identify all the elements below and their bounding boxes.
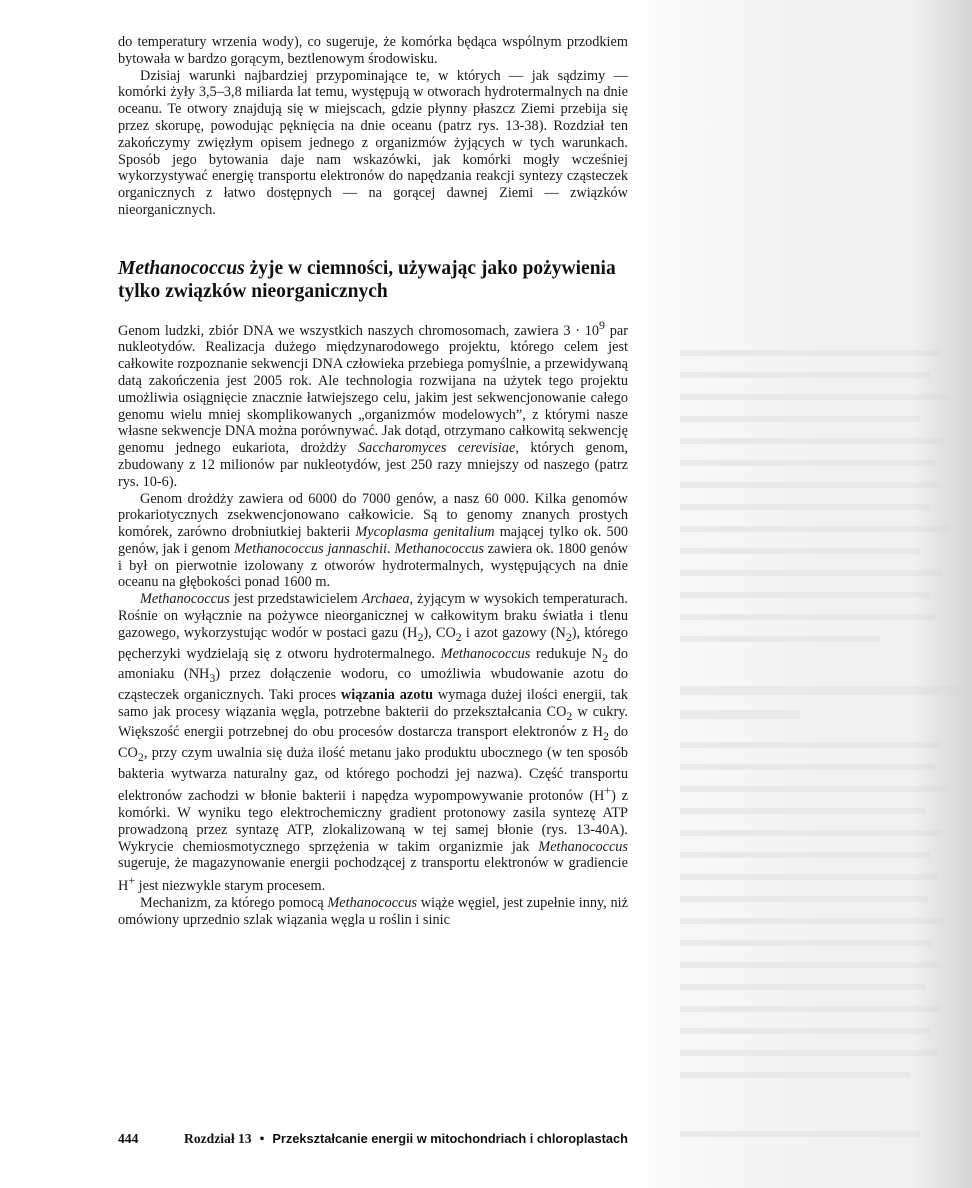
chapter-label: Rozdział 13 [184,1131,252,1146]
term-nitrogen-fixation: wiązania azotu [340,686,434,703]
running-footer [118,1131,758,1147]
page-number: 444 [118,1131,139,1146]
section-heading [118,257,628,303]
paragraph-human-genome: Genom ludzki, zbiór DNA we wszystkich naszych chromosomach, zawiera $3 \cdot 10^9$ par nukleotydów. Realizacja dużego międzynarodowego projektu, którego celem jest całkowite rozpoznanie sekwencji DNA człowieka przebiega pomyślnie, a przewidywaną datą zakończenia jest 2005 rok. Ale technologia rozwijana na użytek tego projektu umożliwia osiągnięcie znacznie łatwiejszego celu, jakim jest sekwencjonowanie całego genomu wielu mniej skomplikowanych „organizmów modelowych”, z którymi nasze własne sekwencje DNA można porównywać. Jak dotąd, otrzymano całkowitą sekwencję genomu jednego eukariota, drożdży Saccharomyces cerevisiae, których genom, zbudowany z 12 milionów par nukleotydów, jest 250 razy mniejszy od naszego (patrz rys. 10-6). [118,317,629,490]
main-text-column [118,34,628,928]
paragraph-yeast-genome: Genom drożdży zawiera od 6000 do 7000 genów, a nasz 60 000. Kilka genomów prokariotycznych zsekwencjonowano całkowicie. Są to genomy znanych prostych komórek, zarówno drobniutkiej bakterii Mycoplasma genitalium mającej tylko ok. 500 genów, jak i genom Methanococcus jannaschii. Methanococcus zawiera ok. 1800 genów i był on pierwotnie izolowany z otworów hydrotermalnych, występujących na dnie oceanu na głębokości ponad 1600 m. [118,490,628,591]
chapter-title: Przekształcanie energii w mitochondriach i chloroplastach [272,1131,628,1146]
facing-page-bleed [640,0,972,1188]
paragraph-hydrothermal-vents: Dzisiaj warunki najbardziej przypominające te, w których — jak sądzimy — komórki żyły 3,5–3,8 miliarda lat temu, występują w otworach hydrotermalnych na dnie oceanu. Te otwory znajdują się w miejscach, gdzie płynny płaszcz Ziemi przebija się przez skorupę, powodując pęknięcia na dnie oceanu (patrz rys. 13-38). Rozdział ten zakończymy zwięzłym opisem jednego z organizmów żyjących w tych warunkach. Sposób jego bytowania daje nam wskazówki, jak komórki mogły wcześniej wykorzystywać energię transportu elektronów do napędzania reakcji syntezy cząsteczek organicznych z łatwo dostępnych — na gorącej dawnej Ziemi — związków nieorganicznych. [118,67,628,218]
paragraph-carbon-fixation: Mechanizm, za którego pomocą Methanococcus wiąże węgiel, jest zupełnie inny, niż omówiony uprzednio szlak wiązania węgla u roślin i sinic [118,894,628,928]
page-edge-shadow [912,0,972,1188]
section-heading-text: żyje w ciemności, używając jako pożywienia tylko związków nieorganicznych [118,257,616,302]
footer-bullet: • [259,1131,265,1146]
paragraph-continued: do temperatury wrzenia wody), co sugeruje, że komórka będąca wspólnym przodkiem bytowała w bardzo gorącym, beztlenowym środowisku. [118,34,628,67]
section-heading-species: Methanococcus [118,257,245,279]
paragraph-methanococcus-archaea: Methanococcus jest przedstawicielem Archaea, żyjącym w wysokich temperaturach. Rośnie on wyłącznie na pożywce nieorganicznej w całkowitym braku światła i tlenu gazowego, wykorzystując wodór w postaci gazu $(H_2)$, $CO_2$ i azot gazowy $(N_2)$, którego pęcherzyki wydzielają się z otworu hydrotermalnego. Methanococcus redukuje $N_2$ do amoniaku $(NH_3)$ przez dołączenie wodoru, co umożliwia wbudowanie azotu do cząsteczek organicznych. Taki proces wiązania azotu wymaga dużej ilości energii, tak samo jak procesy wiązania węgla, potrzebne bakterii do przekształcania $CO_2$ w cukry. Większość energii potrzebnej do obu procesów dostarcza transport elektronów z $H_2$ do $CO_2$, przy czym uwalnia się duża ilość metanu jako produktu ubocznego (w ten sposób bakteria wytwarza naturalny gaz, od którego pochodzi jej nazwa). Część transportu elektronów zachodzi w błonie bakterii i napędza wypompowywanie protonów (H+) z komórki. W wyniku tego elektrochemiczny gradient protonowy zasila syntezę ATP prowadzoną przez syntazę ATP, zlokalizowaną w tej samej błonie (rys. 13-40A). Wykrycie chemiosmotycznego sprzężenia w takim organizmie jak Methanococcus sugeruje, że magazynowanie energii pochodzącej z transportu elektronów w gradiencie H+ jest niezwykle starym procesem. [118,591,629,894]
